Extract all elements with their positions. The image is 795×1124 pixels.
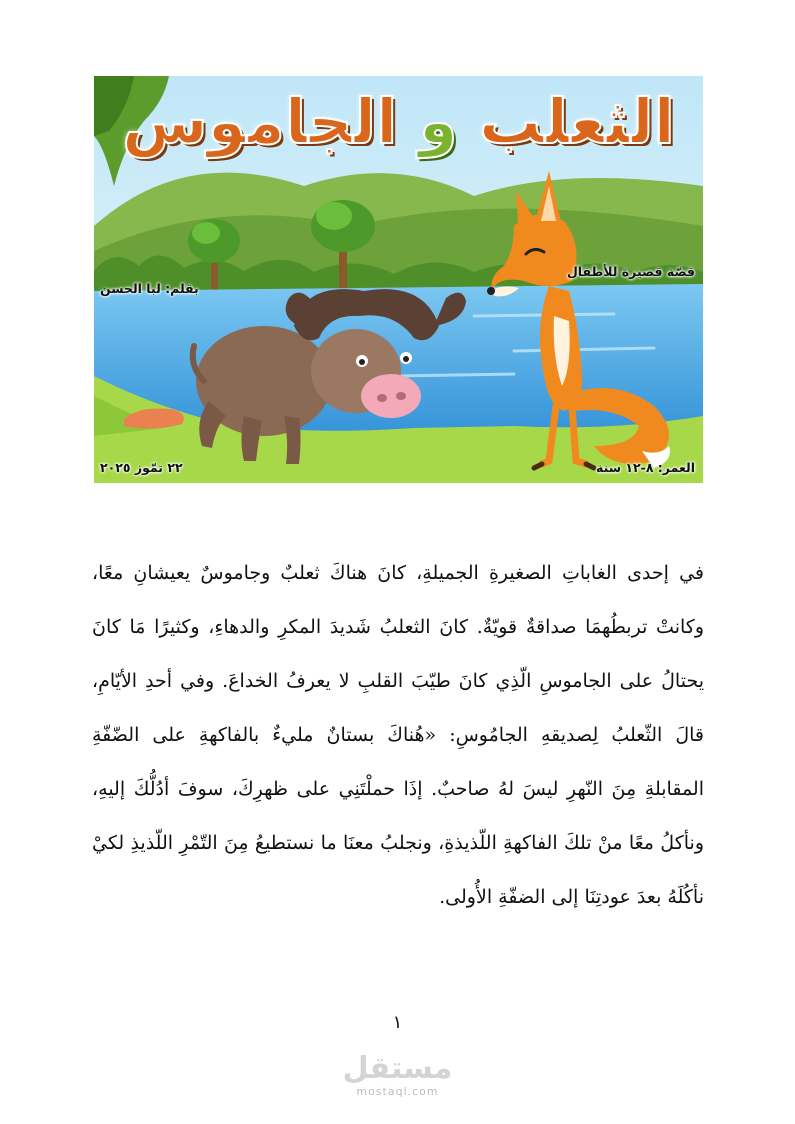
page-number: ١ [392, 1012, 403, 1033]
date-label: ٢٢ تمّوز ٢٠٢٥ [100, 460, 183, 475]
story-title [94, 82, 703, 162]
watermark-logo: مستقل [342, 1051, 453, 1086]
watermark-url: mostaql.com [356, 1085, 439, 1098]
cover-illustration [94, 76, 703, 483]
author-label: بقلم: لبا الحسن [100, 281, 199, 296]
story-type-label: قصّة قصيرة للأطفال [566, 264, 695, 279]
title-part-2: الجاموس [122, 85, 398, 158]
age-label: العمر: ٨-١٢ سنة [596, 460, 695, 475]
title-connector: و [418, 85, 458, 158]
title-part-1: الثعلب [479, 85, 675, 158]
story-paragraph: في إحدى الغاباتِ الصغيرةِ الجميلةِ، كانَ هناكَ ثعلبٌ وجاموسٌ يعيشانِ معًا، وكانتْ تربطُهمَا صداقةٌ قويّةٌ. كانَ الثعلبُ شَديدَ المكرِ والدهاءِ، وكثيرًا مَا كانَ يحتالُ على الجاموسِ الّذِي كانَ طيّبَ القلبِ لا يعرفُ الخداعَ. وفي أحدِ الأيّامِ، قالَ الثّعلبُ لِصديقهِ الجامُوسِ: «هُناكَ بستانٌ مليءٌ بالفاكهةِ على الضّفّةِ المقابلةِ مِنَ النّهرِ ليسَ لهُ صاحبٌ. إذَا حملْتَنِي على ظهرِكَ، سوفَ أدُلُّكَ إليهِ، ونأكلُ معًا منْ تلكَ الفاكهةِ اللّذيذةِ، ونجلبُ معنَا ما نستطيعُ مِنَ التّمْرِ اللّذيذِ لكيْ نأكُلَهُ بعدَ عودتِنَا إلى الضفّةِ الأُولى. [92, 562, 704, 908]
